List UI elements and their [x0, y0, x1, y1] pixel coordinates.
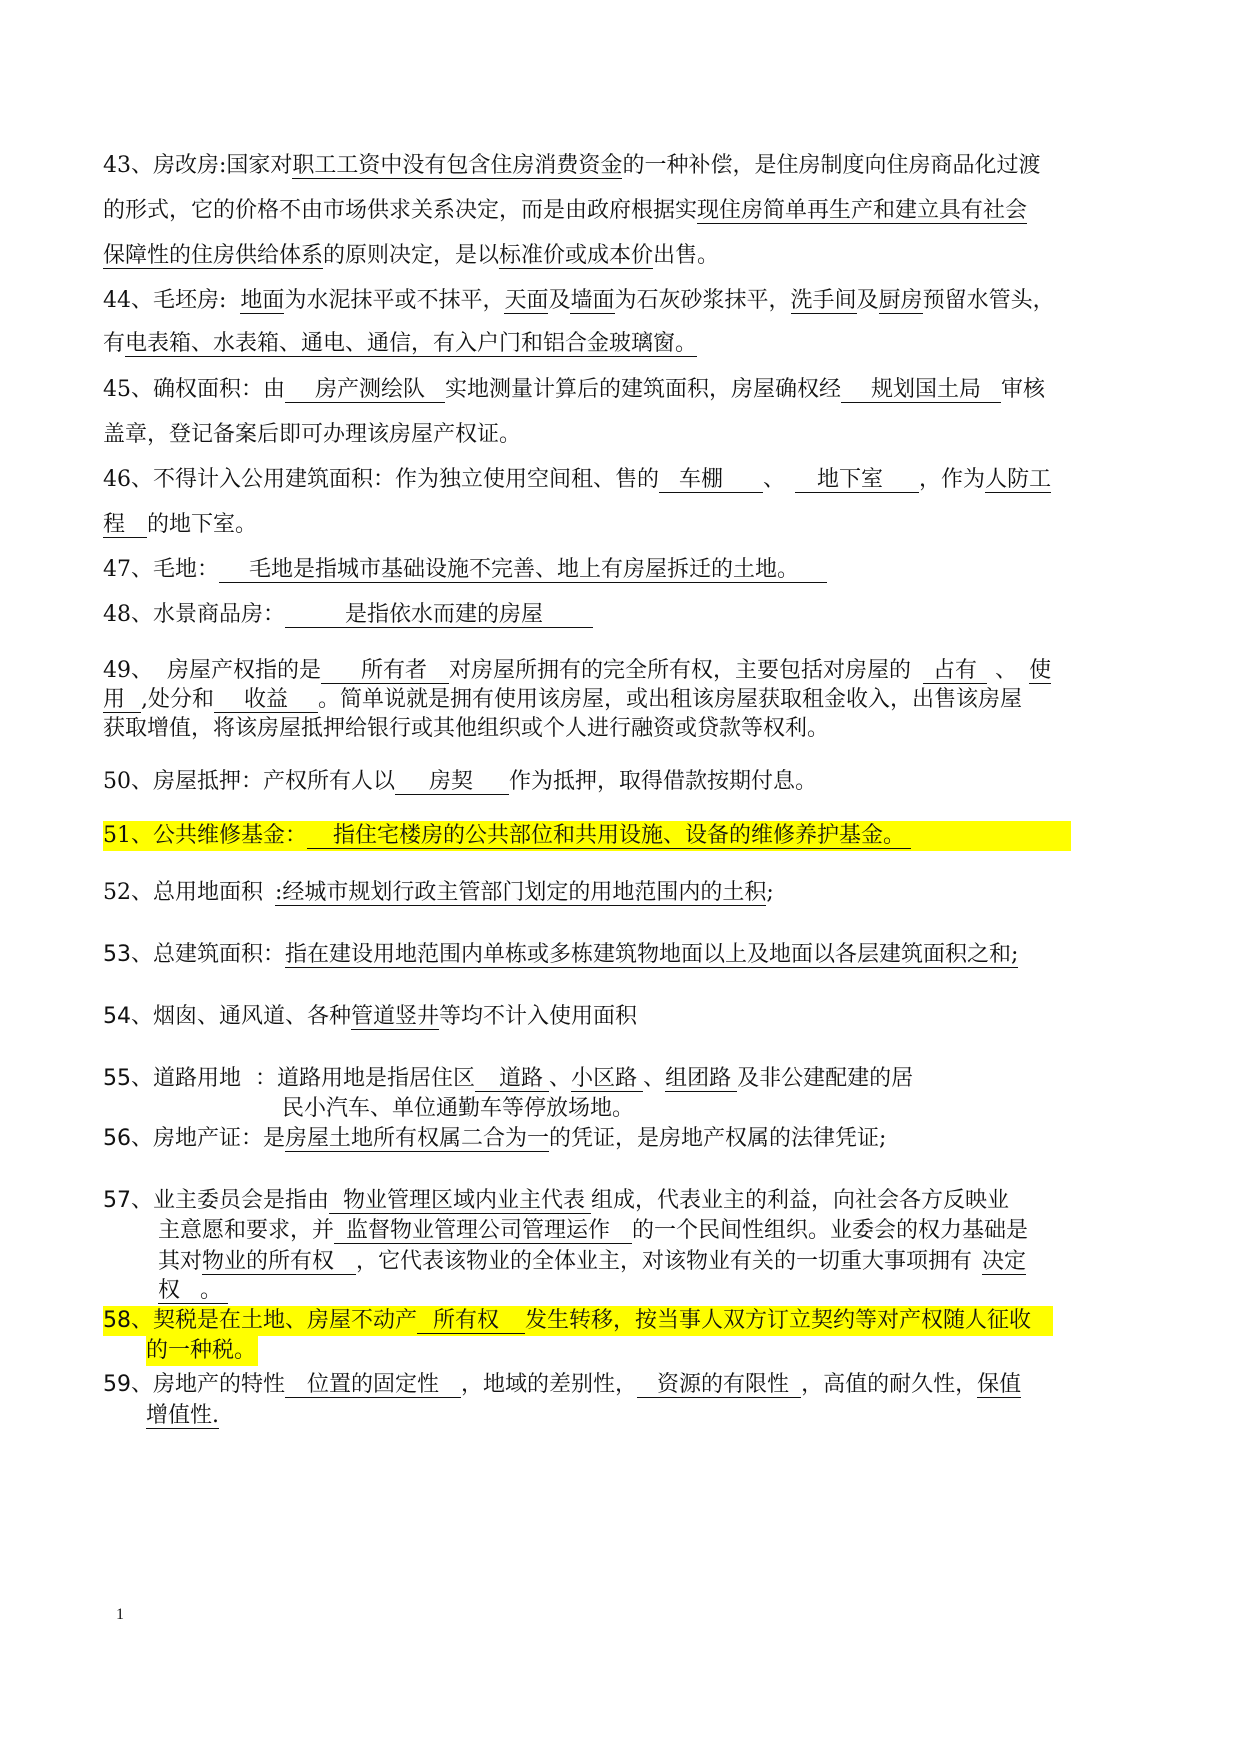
item-59-blank: 位置的固定性	[285, 1372, 461, 1398]
item-55-text: 、道路用地	[131, 1066, 242, 1091]
item-54-text: 、烟囱、通风道、各种	[131, 1004, 352, 1029]
item-43-underline: 现住房简单再生产和建立具有社会	[697, 198, 1028, 223]
item-49-text: ,处分和	[141, 687, 215, 712]
item-52	[103, 878, 774, 908]
item-44-underline: 厨房	[878, 288, 923, 313]
item-51-text: 51、公共维修基金：	[103, 823, 307, 848]
item-55-blank: 道路	[475, 1066, 549, 1092]
item-56	[103, 1124, 886, 1154]
item-43-underline: 职工工资中没有包含住房消费资金	[292, 153, 623, 178]
item-59-line-2	[146, 1401, 219, 1431]
item-58-number: 58	[103, 1308, 131, 1333]
item-58-text: 的一种税。	[146, 1338, 257, 1363]
item-49-line-2	[103, 685, 1022, 715]
item-43-text: 的形式，它的价格不由市场供求关系决定，而是由政府根据实	[103, 198, 698, 223]
item-46-text: 46、不得计入公用建筑面积：作为独立使用空间租、售的	[103, 467, 659, 492]
item-52-text: 52、总用地面积	[103, 880, 263, 905]
item-45-text: 审核	[1001, 377, 1046, 402]
item-46-blank: 程	[103, 512, 147, 538]
item-55-text: 民小汽车、单位通勤车等停放场地。	[282, 1096, 635, 1121]
item-57-line-2	[158, 1216, 1028, 1246]
item-59-text: ，高值的耐久性，	[801, 1372, 978, 1397]
item-59-line-1	[103, 1370, 1021, 1400]
item-43-underline: 保障性的住房供给体系	[103, 243, 324, 268]
item-46-line-2	[103, 510, 257, 540]
item-45-text: 盖章，登记备案后即可办理该房屋产权证。	[103, 422, 522, 447]
item-51-highlighted	[103, 821, 1071, 851]
item-58-blank: 所有权	[417, 1308, 525, 1334]
item-55-blank: 小区路	[571, 1066, 643, 1092]
item-57-blank: 监督物业管理公司管理运作	[334, 1218, 632, 1244]
item-49-text: 49、	[103, 658, 153, 683]
item-57-text: ，它代表该物业的全体业主，对该物业有关的一切重大事项拥有	[356, 1249, 973, 1274]
item-47-blank: 毛地是指城市基础设施不完善、地上有房屋拆迁的土地。	[219, 557, 827, 583]
item-45-blank: 规划国土局	[841, 377, 1001, 403]
item-57-text: 其对	[158, 1249, 203, 1274]
item-56-number: 56	[103, 1126, 131, 1151]
item-44-underline: 天面	[504, 288, 549, 313]
item-46-blank: 车棚	[659, 467, 763, 493]
item-55-blank: 组团路	[665, 1066, 737, 1092]
page-number: 1	[116, 1606, 124, 1623]
item-48	[103, 600, 593, 630]
item-57-text: 、业主委员会是指由	[131, 1188, 330, 1213]
item-45-line-2	[103, 420, 521, 450]
item-53-underline: 指在建设用地范围内单栋或多栋建筑物地面以上及地面以各层建筑面积之和;	[285, 942, 1019, 967]
item-46-text: ，作为	[919, 467, 986, 492]
item-59-underline: 保值	[977, 1372, 1022, 1397]
item-58-highlighted-line-2	[146, 1336, 258, 1366]
item-49-text: 。简单说就是拥有使用该房屋，或出租该房屋获取租金收入，出售该房屋	[318, 687, 1023, 712]
item-44-text: 及	[856, 288, 879, 313]
item-56-text: 的凭证，是房地产权属的法律凭证;	[549, 1126, 887, 1151]
item-55-text: 及非公建配建的居	[737, 1066, 914, 1091]
item-54-text: 等均不计入使用面积	[439, 1004, 638, 1029]
item-52-underline: :经城市规划行政主管部门划定的用地范围内的土积	[275, 880, 767, 905]
item-51-blank: 指住宅楼房的公共部位和共用设施、设备的维修养护基金。	[307, 823, 911, 849]
item-57-line-4	[158, 1276, 228, 1306]
item-49-blank: 收益	[214, 687, 318, 713]
item-55-number: 55	[103, 1066, 131, 1091]
item-50-text: 作为抵押，取得借款按期付息。	[509, 769, 818, 794]
item-49-line-3	[103, 714, 829, 744]
item-43-text: 43、房改房:国家对	[103, 153, 293, 178]
item-57-line-3	[158, 1247, 1026, 1277]
item-43-text: 出售。	[653, 243, 720, 268]
item-44-underline: 墙面	[570, 288, 615, 313]
item-53	[103, 940, 1018, 970]
item-46-text: 的地下室。	[147, 512, 258, 537]
item-44-line-1	[103, 286, 1055, 316]
item-57-blank: 物业管理区域内业主代表	[329, 1188, 591, 1214]
item-43-text: 的一种补偿，是住房制度向住房商品化过渡	[622, 153, 1041, 178]
item-55-text: 、	[549, 1066, 572, 1091]
item-47	[103, 555, 827, 585]
item-44-text: 44、毛坯房:	[103, 288, 227, 313]
item-59-text: ，地域的差别性，	[461, 1372, 638, 1397]
item-49-text: 、	[995, 658, 1018, 683]
item-55-text: 、	[643, 1066, 666, 1091]
item-45-line-1	[103, 375, 1045, 405]
item-45-text: 实地测量计算后的建筑面积，房屋确权经	[445, 377, 842, 402]
item-56-text: 、房地产证：是	[131, 1126, 286, 1151]
item-52-text: ;	[766, 880, 774, 905]
item-57-blank: 权 。	[158, 1278, 228, 1304]
item-47-text: 47、毛地：	[103, 557, 219, 582]
item-57-text: 组成，代表业主的利益，向社会各方反映业	[591, 1188, 1010, 1213]
item-44-text: 预留水管头，	[922, 288, 1055, 313]
item-59-number: 59	[103, 1372, 131, 1397]
item-44-text: 有	[103, 331, 126, 356]
item-58-highlighted-line-1	[103, 1306, 1053, 1336]
item-57-underline: 决定	[982, 1249, 1027, 1274]
item-57-blank: 物业的所有权	[202, 1249, 356, 1275]
item-49-text: 对房屋所拥有的完全所有权，主要包括对房屋的	[449, 658, 912, 683]
item-44-underline: 电表箱、水表箱、通电、通信，有入户门和铝合金玻璃窗。	[125, 331, 698, 356]
item-46-underline: 人防工	[985, 467, 1052, 492]
item-43-line-2	[103, 196, 1027, 226]
item-54	[103, 1002, 637, 1032]
item-43-line-3	[103, 241, 719, 271]
item-43-line-1	[103, 151, 1040, 181]
item-48-blank: 是指依水而建的房屋	[285, 602, 593, 628]
item-57-text: 的一个民间性组织。业委会的权力基础是	[632, 1218, 1029, 1243]
item-53-number: 53	[103, 942, 131, 967]
item-44-text: 及	[548, 288, 571, 313]
item-58-text: 发生转移，按当事人双方订立契约等对产权随人征收	[525, 1308, 1032, 1333]
item-59-underline: 增值性.	[146, 1403, 219, 1428]
item-55-line-1	[103, 1064, 913, 1094]
item-50-text: 50、房屋抵押：产权所有人以	[103, 769, 395, 794]
item-50	[103, 767, 817, 797]
item-46-text: 、	[763, 467, 786, 492]
item-50-blank: 房契	[395, 769, 509, 795]
item-49-text: 房屋产权指的是	[167, 658, 322, 683]
item-58-text: 、契税是在土地、房屋不动产	[131, 1308, 418, 1333]
item-54-number: 54	[103, 1004, 131, 1029]
item-48-text: 48、水景商品房：	[103, 602, 285, 627]
item-46-blank: 地下室	[795, 467, 919, 493]
item-54-underline: 管道竖井	[351, 1004, 440, 1029]
item-49-underline: 使	[1029, 658, 1052, 683]
item-59-blank: 资源的有限性	[637, 1372, 801, 1398]
item-49-line-1	[103, 656, 1051, 686]
item-57-line-1	[103, 1186, 1009, 1216]
item-44-text: 为石灰砂浆抹平，	[614, 288, 791, 313]
item-44-underline: 地面	[240, 288, 285, 313]
item-44-underline: 洗手间	[790, 288, 857, 313]
item-59-text: 、房地产的特性	[131, 1372, 286, 1397]
item-53-text: 、总建筑面积：	[131, 942, 286, 967]
item-49-text: 获取增值，将该房屋抵押给银行或其他组织或个人进行融资或贷款等权利。	[103, 716, 830, 741]
item-44-text: 为水泥抹平或不抹平，	[284, 288, 505, 313]
item-57-number: 57	[103, 1188, 131, 1213]
item-46-line-1	[103, 465, 1051, 495]
item-49-blank: 所有者	[321, 658, 449, 684]
item-45-blank: 房产测绘队	[285, 377, 445, 403]
item-55-line-2	[282, 1094, 634, 1124]
item-43-text: 的原则决定，是以	[323, 243, 500, 268]
item-57-text: 主意愿和要求，并	[158, 1218, 335, 1243]
item-49-blank: 用	[103, 687, 141, 713]
item-45-text: 45、确权面积：由	[103, 377, 285, 402]
item-44-line-2	[103, 329, 697, 359]
item-56-underline: 房屋土地所有权属二合为一	[285, 1126, 550, 1151]
item-43-underline: 标准价或成本价	[499, 243, 654, 268]
item-55-text: ：道路用地是指居住区	[255, 1066, 476, 1091]
item-49-blank: 占有	[923, 658, 987, 684]
